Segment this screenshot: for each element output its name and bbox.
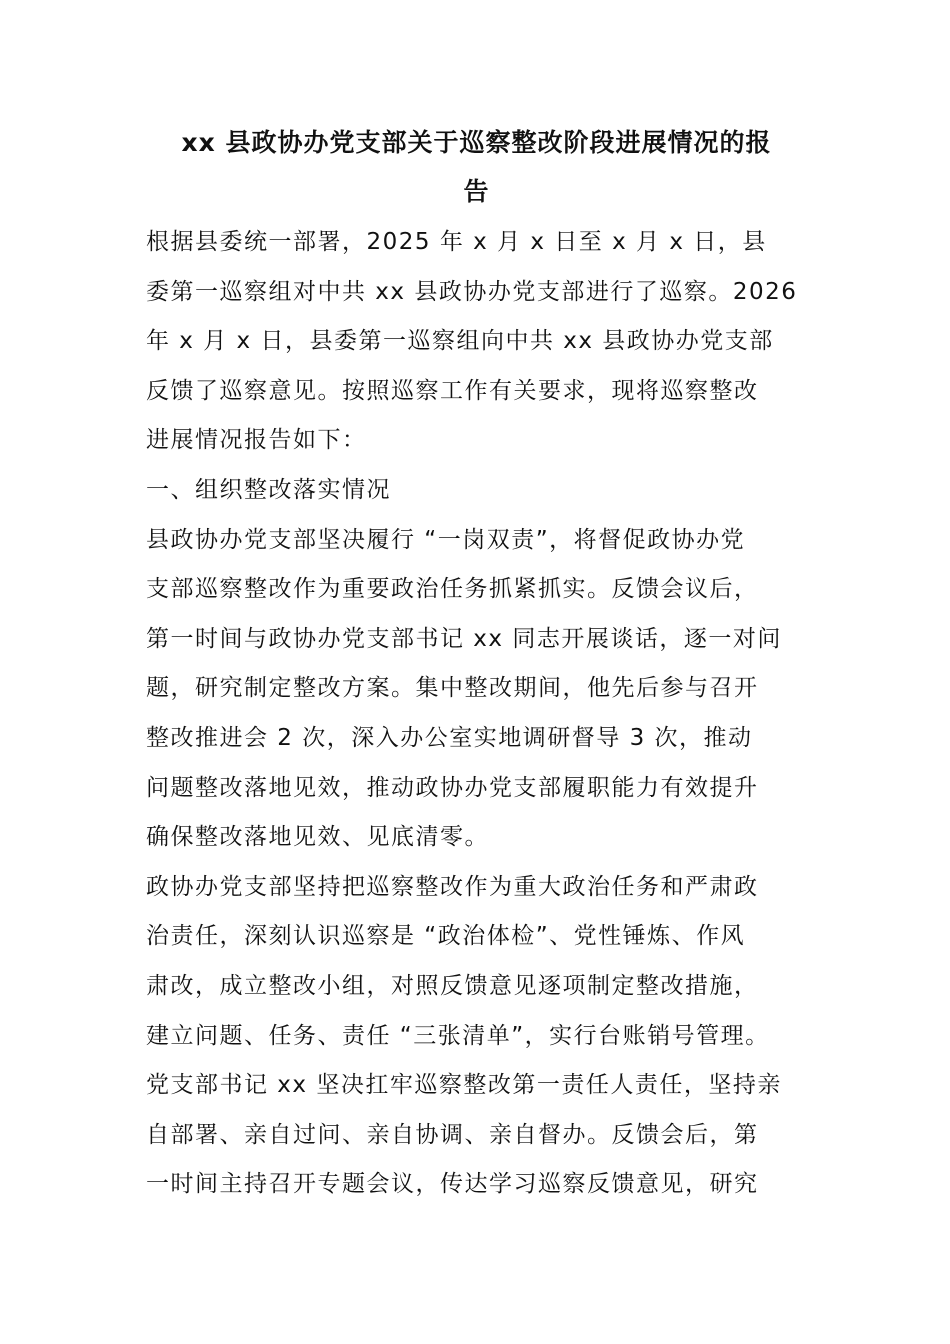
paragraph-section-1a [146,516,807,863]
document-body [146,218,807,1210]
text-line: 确保整改落地见效、见底清零。 [146,824,489,851]
text-line: 整改推进会 2 次，深入办公室实地调研督导 3 次，推动 [146,724,753,751]
text-line: 支部巡察整改作为重要政治任务抓紧抓实。反馈会议后， [146,576,759,603]
text-line: 年 x 月 x 日，县委第一巡察组向中共 xx 县政协办党支部 [146,328,774,355]
text-line: 委第一巡察组对中共 xx 县政协办党支部进行了巡察。2026 [146,278,798,305]
paragraph-intro [146,218,807,466]
text-line: 县政协办党支部坚决履行 “一岗双责”，将督促政协办党 [146,526,746,553]
text-line: 治责任，深刻认识巡察是 “政治体检”、党性锤炼、作风 [146,923,746,950]
text-line: 根据县委统一部署，2025 年 x 月 x 日至 x 月 x 日，县 [146,229,767,255]
text-line: 题，研究制定整改方案。集中整改期间，他先后参与召开 [146,675,759,702]
text-line: 反馈了巡察意见。按照巡察工作有关要求，现将巡察整改 [146,377,759,404]
section-heading-text: 一、组织整改落实情况 [146,476,391,503]
text-line: 一时间主持召开专题会议，传达学习巡察反馈意见，研究 [146,1171,759,1198]
text-line: 第一时间与政协办党支部书记 xx 同志开展谈话，逐一对问 [146,625,782,652]
text-line: 问题整改落地见效，推动政协办党支部履职能力有效提升 [146,774,759,801]
title-line-1: xx 县政协办党支部关于巡察整改阶段进展情况的报 [181,128,772,157]
text-line: 政协办党支部坚持把巡察整改作为重大政治任务和严肃政 [146,873,759,900]
text-line: 肃改，成立整改小组，对照反馈意见逐项制定整改措施， [146,972,759,999]
text-line: 党支部书记 xx 坚决扛牢巡察整改第一责任人责任，坚持亲 [146,1072,782,1099]
paragraph-section-1b [146,863,807,1210]
title-line-2: 告 [463,177,490,206]
text-line: 建立问题、任务、责任 “三张清单”，实行台账销号管理。 [146,1022,770,1049]
section-heading-1 [146,466,807,516]
document-title [146,118,807,216]
text-line: 自部署、亲自过问、亲自协调、亲自督办。反馈会后，第 [146,1121,759,1148]
text-line: 进展情况报告如下： [146,427,367,454]
